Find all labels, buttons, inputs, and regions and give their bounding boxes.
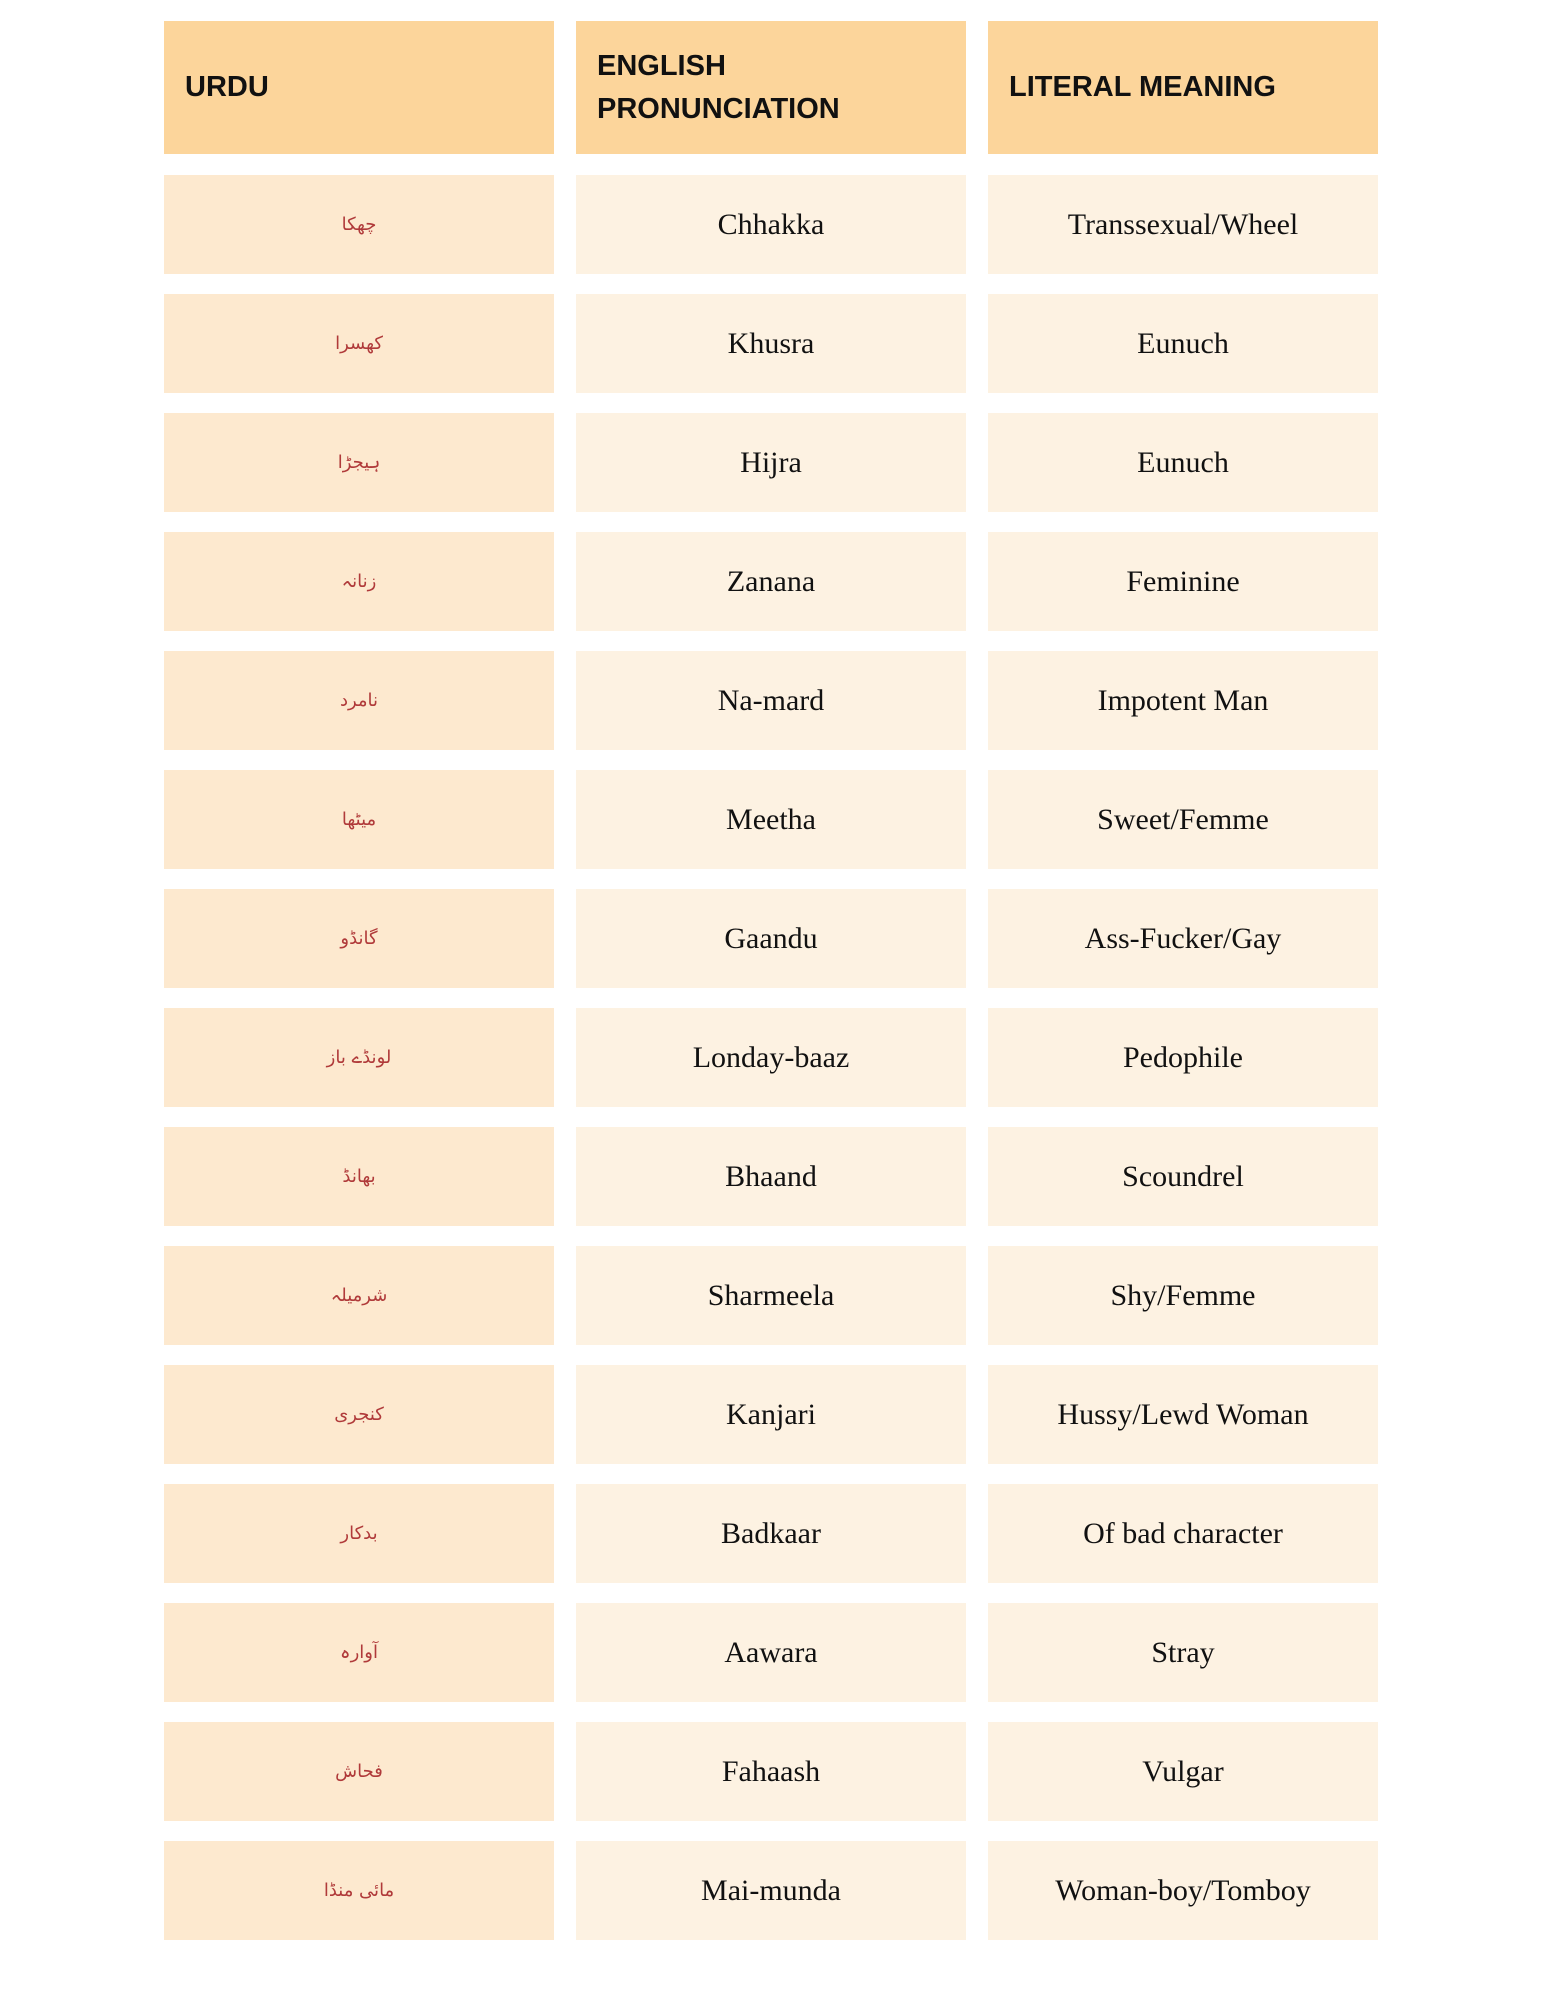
pronunciation-cell — [576, 770, 966, 869]
pronunciation-cell-text: Mai-munda — [701, 1873, 841, 1907]
pronunciation-cell — [576, 294, 966, 393]
urdu-cell-text: ہیجڑا — [337, 452, 381, 473]
header-pronunciation-label — [597, 45, 840, 131]
meaning-cell — [988, 1246, 1378, 1345]
urdu-cell-text: فحاش — [335, 1761, 383, 1782]
urdu-cell-text: نامرد — [339, 690, 379, 711]
urdu-cell-text: کھسرا — [335, 333, 383, 354]
pronunciation-cell — [576, 1008, 966, 1107]
pronunciation-cell — [576, 1365, 966, 1464]
pronunciation-cell — [576, 651, 966, 750]
table-row — [164, 1841, 1378, 1940]
meaning-cell-text: Ass-Fucker/Gay — [1084, 921, 1282, 955]
pronunciation-cell — [576, 1841, 966, 1940]
urdu-cell — [164, 1127, 554, 1226]
pronunciation-cell — [576, 1484, 966, 1583]
meaning-cell — [988, 651, 1378, 750]
header-urdu-label: URDU — [185, 71, 269, 103]
table-row — [164, 175, 1378, 274]
meaning-cell — [988, 1008, 1378, 1107]
pronunciation-cell-text: Sharmeela — [707, 1278, 835, 1312]
header-meaning — [988, 21, 1378, 154]
table-row — [164, 1722, 1378, 1821]
urdu-cell-text: لونڈے باز — [326, 1047, 392, 1068]
pronunciation-cell — [576, 1603, 966, 1702]
pronunciation-cell-text: Bhaand — [725, 1159, 817, 1193]
meaning-cell-text: Sweet/Femme — [1097, 802, 1269, 836]
meaning-cell — [988, 1484, 1378, 1583]
urdu-cell — [164, 175, 554, 274]
pronunciation-cell — [576, 413, 966, 512]
urdu-cell — [164, 770, 554, 869]
table-row — [164, 770, 1378, 869]
urdu-cell — [164, 413, 554, 512]
urdu-cell — [164, 1365, 554, 1464]
table-row — [164, 1008, 1378, 1107]
pronunciation-cell-text: Khusra — [727, 326, 815, 360]
meaning-cell — [988, 413, 1378, 512]
urdu-cell — [164, 1484, 554, 1583]
urdu-cell-text: میٹھا — [341, 809, 377, 830]
meaning-cell-text: Eunuch — [1137, 326, 1229, 360]
table-header-row — [164, 21, 1378, 154]
urdu-cell — [164, 532, 554, 631]
meaning-cell-text: Of bad character — [1083, 1516, 1283, 1550]
pronunciation-cell-text: Londay-baaz — [692, 1040, 850, 1074]
pronunciation-cell — [576, 175, 966, 274]
urdu-cell — [164, 1246, 554, 1345]
urdu-cell-text: بھانڈ — [342, 1166, 376, 1187]
meaning-cell-text: Feminine — [1126, 564, 1240, 598]
urdu-cell — [164, 294, 554, 393]
table-row — [164, 889, 1378, 988]
urdu-cell — [164, 1603, 554, 1702]
pronunciation-cell-text: Gaandu — [724, 921, 818, 955]
urdu-cell — [164, 1008, 554, 1107]
table-row — [164, 1484, 1378, 1583]
meaning-cell — [988, 1722, 1378, 1821]
urdu-cell-text: چھکا — [341, 214, 377, 235]
urdu-cell-text: زنانہ — [341, 571, 377, 592]
table-row — [164, 532, 1378, 631]
pronunciation-cell — [576, 1246, 966, 1345]
meaning-cell — [988, 1127, 1378, 1226]
meaning-cell-text: Hussy/Lewd Woman — [1057, 1397, 1309, 1431]
urdu-cell-text: گانڈو — [340, 928, 378, 949]
table-row — [164, 294, 1378, 393]
meaning-cell — [988, 532, 1378, 631]
meaning-cell-text: Pedophile — [1123, 1040, 1243, 1074]
meaning-cell-text: Eunuch — [1137, 445, 1229, 479]
table-row — [164, 651, 1378, 750]
header-meaning-label: LITERAL MEANING — [1009, 71, 1276, 103]
urdu-cell-text: مائی منڈا — [323, 1880, 395, 1901]
meaning-cell — [988, 1841, 1378, 1940]
meaning-cell-text: Transsexual/Wheel — [1067, 207, 1299, 241]
meaning-cell — [988, 1603, 1378, 1702]
meaning-cell — [988, 175, 1378, 274]
meaning-cell-text: Stray — [1151, 1635, 1215, 1669]
urdu-cell — [164, 651, 554, 750]
table-row — [164, 413, 1378, 512]
pronunciation-cell-text: Na-mard — [717, 683, 825, 717]
table-row — [164, 1365, 1378, 1464]
header-urdu — [164, 21, 554, 154]
urdu-cell — [164, 1841, 554, 1940]
pronunciation-cell — [576, 889, 966, 988]
meaning-cell-text: Vulgar — [1142, 1754, 1224, 1788]
pronunciation-cell-text: Aawara — [724, 1635, 818, 1669]
meaning-cell-text: Scoundrel — [1122, 1159, 1244, 1193]
pronunciation-cell-text: Kanjari — [726, 1397, 816, 1431]
urdu-cell — [164, 889, 554, 988]
urdu-cell — [164, 1722, 554, 1821]
meaning-cell-text: Shy/Femme — [1110, 1278, 1256, 1312]
header-pronunciation-line2: PRONUNCIATION — [597, 92, 840, 125]
meaning-cell — [988, 294, 1378, 393]
pronunciation-cell-text: Chhakka — [717, 207, 825, 241]
header-pronunciation-line1: ENGLISH — [597, 49, 726, 82]
table-row — [164, 1246, 1378, 1345]
pronunciation-cell-text: Badkaar — [721, 1516, 821, 1550]
table-row — [164, 1127, 1378, 1226]
pronunciation-cell — [576, 1127, 966, 1226]
pronunciation-cell-text: Zanana — [726, 564, 816, 598]
meaning-cell-text: Impotent Man — [1097, 683, 1269, 717]
meaning-cell — [988, 1365, 1378, 1464]
urdu-cell-text: کنجری — [334, 1404, 384, 1425]
urdu-cell-text: شرمیلہ — [330, 1285, 388, 1306]
table-row — [164, 1603, 1378, 1702]
urdu-cell-text: بدکار — [340, 1523, 378, 1544]
header-pronunciation — [576, 21, 966, 154]
pronunciation-cell-text: Fahaash — [721, 1754, 821, 1788]
table-body — [164, 175, 1378, 1960]
urdu-cell-text: آوارہ — [340, 1642, 378, 1663]
pronunciation-cell — [576, 532, 966, 631]
pronunciation-cell — [576, 1722, 966, 1821]
pronunciation-cell-text: Hijra — [740, 445, 802, 479]
meaning-cell — [988, 889, 1378, 988]
meaning-cell-text: Woman-boy/Tomboy — [1055, 1873, 1311, 1907]
meaning-cell — [988, 770, 1378, 869]
pronunciation-cell-text: Meetha — [726, 802, 816, 836]
